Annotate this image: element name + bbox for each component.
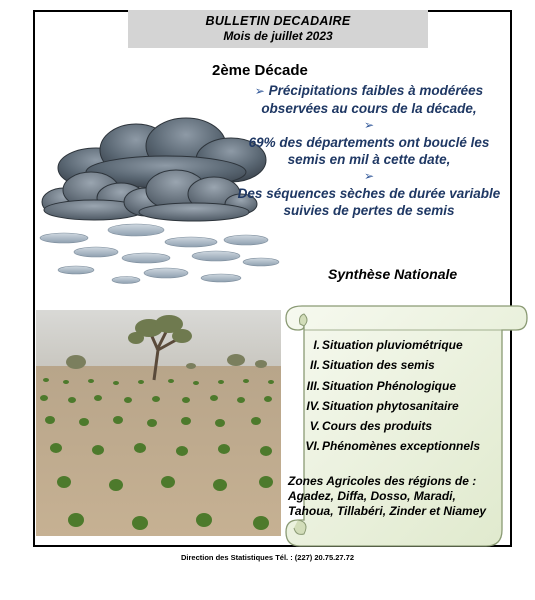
bulletin-subtitle: Mois de juillet 2023 bbox=[223, 29, 333, 43]
highlight-text: 69% des départements ont bouclé les semis en mil à cette date, bbox=[248, 135, 490, 167]
synthese-heading: Synthèse Nationale bbox=[328, 266, 458, 282]
toc-label: Situation Phénologique bbox=[322, 378, 456, 393]
millet-field-photo bbox=[36, 310, 281, 536]
highlight-item bbox=[228, 185, 510, 219]
bulletin-title: BULLETIN DECADAIRE bbox=[205, 14, 351, 28]
footer-contact: Direction des Statistiques Tél. : (227) 20.75.27.72 bbox=[181, 553, 354, 562]
toc-item[interactable] bbox=[290, 379, 510, 399]
toc-item[interactable] bbox=[290, 399, 510, 419]
toc-item[interactable] bbox=[290, 338, 510, 358]
zones-regions-line: Tahoua, Tillabéri, Zinder et Niamey bbox=[288, 504, 487, 518]
highlight-text: Précipitations faibles à modérées observées au cours de la décade, bbox=[261, 83, 484, 116]
arrow-bullet-icon: ➢ bbox=[254, 84, 265, 98]
toc-item[interactable] bbox=[290, 439, 510, 459]
arrow-bullet-icon: ➢ bbox=[363, 169, 375, 183]
toc-label: Cours des produits bbox=[322, 419, 433, 434]
toc-label: Phénomènes exceptionnels bbox=[322, 439, 481, 454]
table-of-contents bbox=[290, 338, 510, 460]
toc-number: VI. bbox=[305, 439, 320, 454]
bulletin-header bbox=[128, 10, 428, 48]
toc-number: I. bbox=[313, 338, 320, 352]
highlight-item bbox=[228, 134, 510, 168]
toc-number: III. bbox=[306, 378, 320, 393]
toc-number: II. bbox=[309, 358, 320, 373]
zones-heading: Zones Agricoles des régions de : bbox=[288, 474, 477, 488]
toc-number: IV. bbox=[306, 398, 320, 413]
toc-number: V. bbox=[309, 419, 320, 434]
toc-label: Situation phytosanitaire bbox=[322, 398, 459, 413]
highlights-list bbox=[228, 82, 510, 219]
toc-label: Situation des semis bbox=[322, 358, 435, 373]
toc-item[interactable] bbox=[290, 419, 510, 439]
arrow-bullet-icon: ➢ bbox=[363, 118, 375, 132]
zones-regions-line: Agadez, Diffa, Dosso, Maradi, bbox=[288, 489, 456, 503]
toc-label: Situation pluviométrique bbox=[322, 338, 463, 352]
agricultural-zones bbox=[288, 474, 500, 519]
decade-label: 2ème Décade bbox=[212, 62, 308, 79]
highlight-item bbox=[228, 82, 510, 117]
highlight-text: Des séquences sèches de durée variable suivies de pertes de semis bbox=[237, 186, 501, 218]
toc-item[interactable] bbox=[290, 358, 510, 378]
